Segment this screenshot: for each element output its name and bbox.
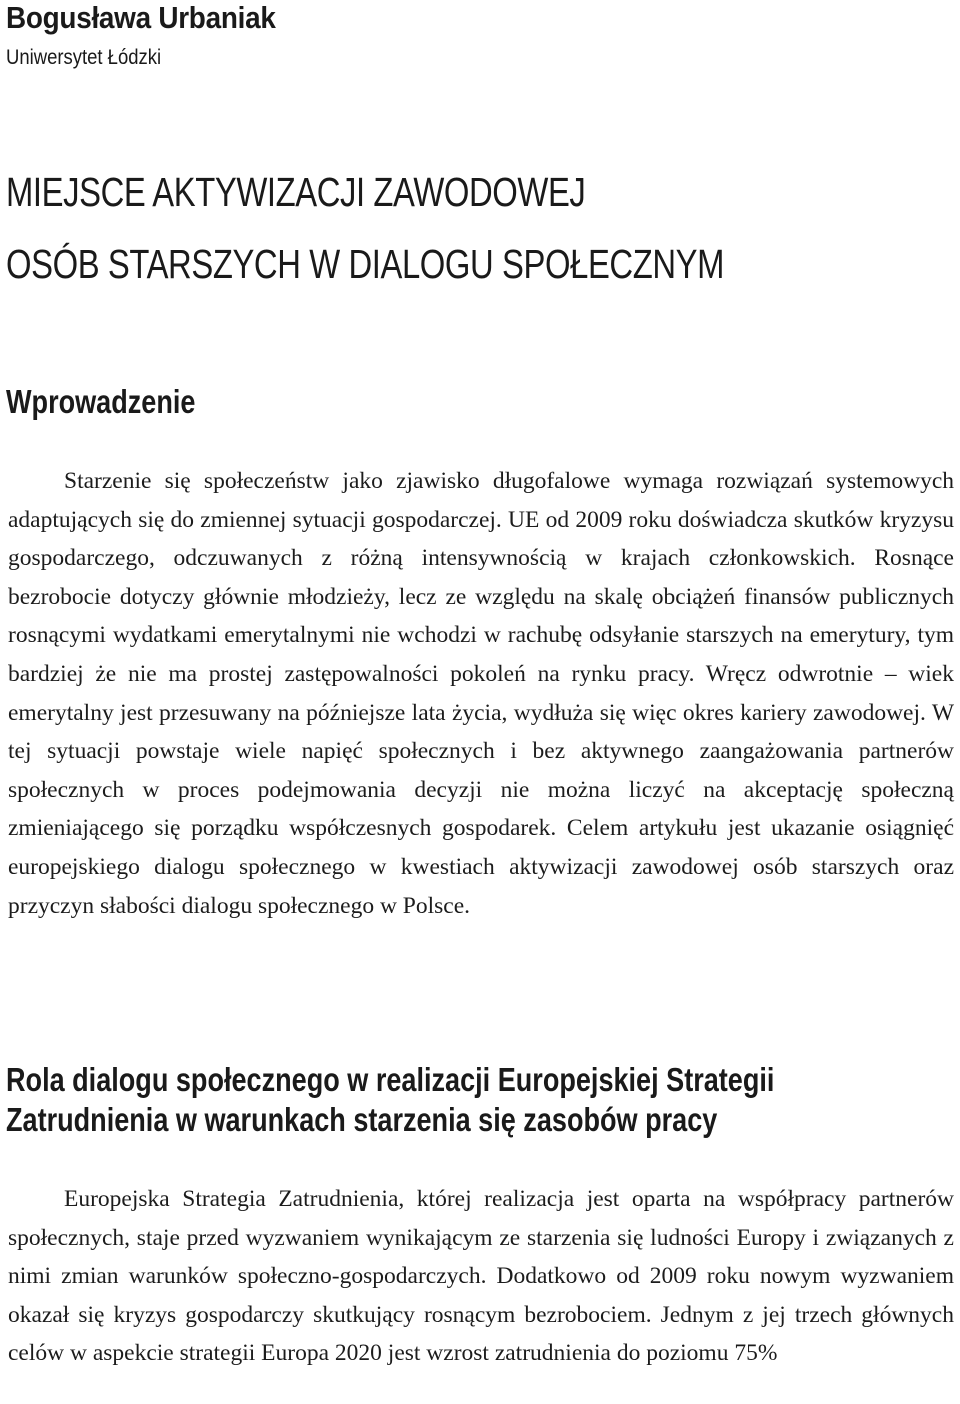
author-name: Bogusława Urbaniak	[6, 0, 276, 35]
article-title-line-2: OSÓB STARSZYCH W DIALOGU SPOŁECZNYM	[6, 241, 725, 287]
introduction-paragraph: Starzenie się społeczeństw jako zjawisko długofalowe wymaga rozwiązań systemowych adaptujących się do zmiennej sytuacji gospodarczej. UE od 2009 roku doświadcza skutków kryzysu gospodarczego, odczuwanych z różną intensywnością w krajach członkowskich. Rosnące bezrobocie dotyczy głównie młodzieży, lecz ze względu na skalę obciążeń finansów publicznych rosnącymi wydatkami emerytalnymi nie wchodzi w rachubę odsyłanie starszych na emerytury, tym bardziej że nie ma prostej zastępowalności pokoleń na rynku pracy. Wręcz odwrotnie – wiek emerytalny jest przesuwany na późniejsze lata życia, wydłuża się więc okres kariery zawodowej. W tej sytuacji powstaje wiele napięć społecznych i bez aktywnego zaangażowania partnerów społecznych w proces podejmowania decyzji nie można liczyć na akceptację społeczną zmieniającego się porządku współczesnych gospodarek. Celem artykułu jest ukazanie osiągnięć europejskiego dialogu społecznego w kwestiach aktywizacji zawodowej osób starszych oraz przyczyn słabości dialogu społecznego w Polsce.	[8, 468, 954, 919]
section-heading-line-2: Zatrudnienia w warunkach starzenia się zasobów pracy	[6, 1101, 718, 1138]
section-paragraph: Europejska Strategia Zatrudnienia, której realizacja jest oparta na współpracy partnerów społecznych, staje przed wyzwaniem wynikającym ze starzenia się ludności Europy i związanych z nimi zmian warunków społeczno-gospodarczych. Dodatkowo od 2009 roku nowym wyzwaniem okazał się kryzys gospodarczy skutkujący rosnącym bezrobociem. Jednym z jej trzech głównych celów w aspekcie strategii Europa 2020 jest wzrost zatrudnienia do poziomu 75%	[8, 1186, 954, 1367]
author-affiliation: Uniwersytet Łódzki	[6, 46, 162, 69]
article-title-line-1: MIEJSCE AKTYWIZACJI ZAWODOWEJ	[6, 169, 586, 215]
section-heading	[6, 1060, 908, 1140]
section-heading-line-1: Rola dialogu społecznego w realizacji Europejskiej Strategii	[6, 1061, 775, 1098]
introduction-heading: Wprowadzenie	[6, 383, 196, 420]
article-title	[6, 156, 886, 300]
